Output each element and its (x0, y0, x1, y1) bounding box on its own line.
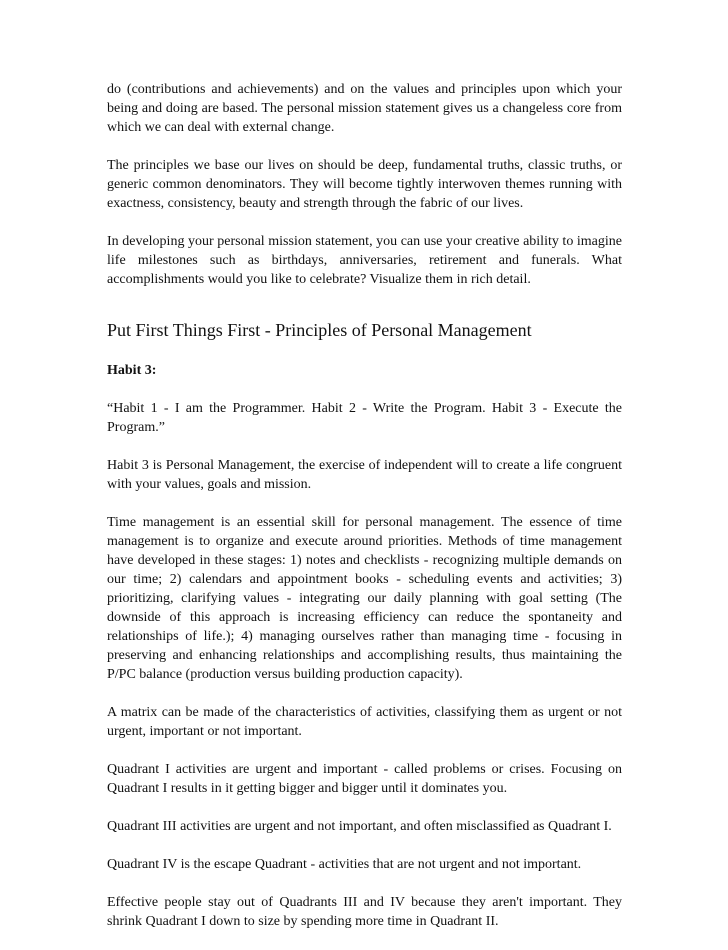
paragraph-quadrant-1: Quadrant I activities are urgent and important - called problems or crises. Focusing on Quadrant I results in it getting bigger and bigger until it dominates you. (107, 762, 622, 796)
paragraph-quadrant-3: Quadrant III activities are urgent and not important, and often misclassified as Quadrant I. (107, 819, 612, 834)
habit-subheading: Habit 3: (107, 363, 157, 378)
section-heading: Put First Things First - Principles of Personal Management (107, 320, 532, 340)
paragraph-personal-management: Habit 3 is Personal Management, the exercise of independent will to create a life congruent with your values, goals and mission. (107, 458, 622, 492)
document-page (107, 80, 622, 950)
paragraph-effective-people: Effective people stay out of Quadrants III and IV because they aren't important. They shrink Quadrant I down to size by spending more time in Quadrant II. (107, 895, 622, 929)
paragraph-milestones: In developing your personal mission statement, you can use your creative ability to imagine life milestones such as birthdays, anniversaries, retirement and funerals. What accomplishments would you like to celebrate? Visualize them in rich detail. (107, 234, 622, 287)
paragraph-time-management: Time management is an essential skill for personal management. The essence of time management is to organize and execute around priorities. Methods of time management have developed in these stages: 1) notes and checklists - recognizing multiple demands on our time; 2) calendars and appointment books - scheduling events and activities; 3) prioritizing, clarifying values - integrating our daily planning with goal setting (The downside of this approach is increasing efficiency can reduce the spontaneity and relationships of life.); 4) managing ourselves rather than managing time - focusing in preserving and enhancing relationships and accomplishing results, thus maintaining the P/PC balance (production versus building production capacity). (107, 515, 622, 682)
paragraph-mission-core: do (contributions and achievements) and on the values and principles upon which your being and doing are based. The personal mission statement gives us a changeless core from which we can deal with external change. (107, 82, 622, 135)
paragraph-principles: The principles we base our lives on should be deep, fundamental truths, classic truths, or generic common denominators. They will become tightly interwoven themes running with exactness, consistency, beauty and strength through the fabric of our lives. (107, 158, 622, 211)
paragraph-quadrant-4: Quadrant IV is the escape Quadrant - activities that are not urgent and not important. (107, 857, 582, 872)
paragraph-matrix: A matrix can be made of the characteristics of activities, classifying them as urgent or not urgent, important or not important. (107, 705, 622, 739)
paragraph-habit-quote: “Habit 1 - I am the Programmer. Habit 2 - Write the Program. Habit 3 - Execute the Program.” (107, 401, 622, 435)
